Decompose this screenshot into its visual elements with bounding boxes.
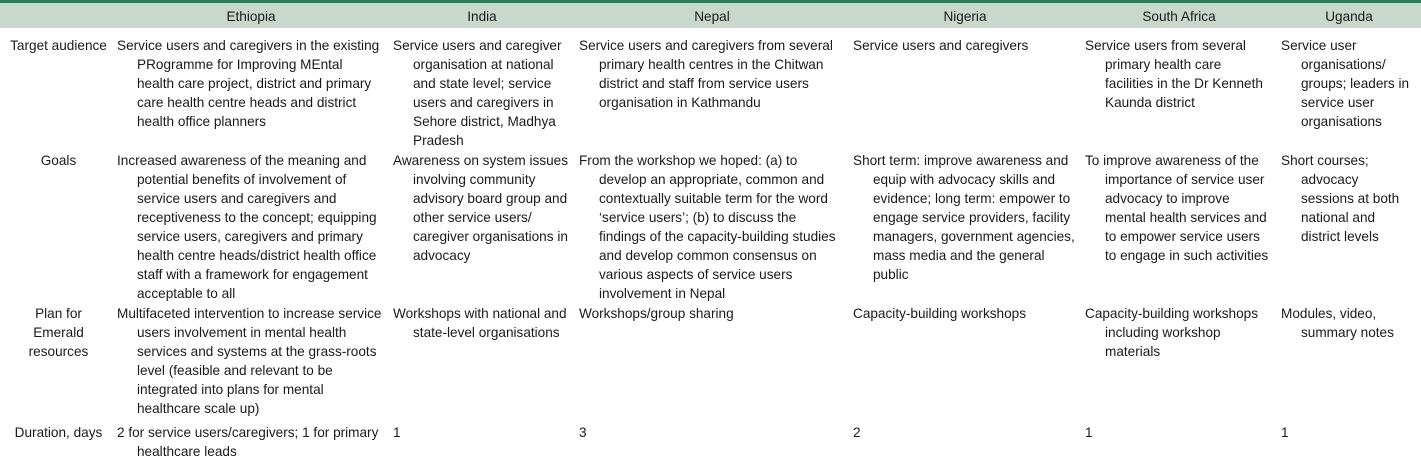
header-uganda: Uganda [1325,8,1373,24]
table-cell [1277,304,1421,419]
cell-text: 2 [853,425,861,440]
table-row [0,151,1421,304]
cell-text: Awareness on system issues involving community advisory board group and other service users/ caregiver organisations in advocacy [393,153,569,263]
row-label-text: Target audience [10,38,107,53]
cell-text: From the workshop we hoped: (a) to develop an appropriate, common and contextually suitable term for the word ‘service users’; (b) to discuss the findings of the capacity-building studies and develop common consensus on various aspects of service users involvement in Nepal [579,153,836,301]
cell-text: 2 for service users/caregivers; 1 for primary healthcare leads [117,425,379,459]
cell-text: Short term: improve awareness and equip with advocacy skills and evidence; long term: empower to engage service providers, facility managers, government agencies, mass media and the general public [853,153,1075,282]
table-cell [1277,28,1421,151]
cell-text: Service users and caregivers from several primary health centres in the Chitwan district and staff from service users organisation in Kathmandu [579,38,833,110]
header-empty [0,3,113,28]
cell-text: To improve awareness of the importance of service user advocacy to improve mental health services and to empower service users to engage in such activities [1085,153,1269,263]
cell-text: Service users from several primary health care facilities in the Dr Kenneth Kaunda district [1085,38,1263,110]
table-cell [1081,151,1277,304]
table-cell [849,28,1081,151]
table-row [0,28,1421,151]
header-ethiopia: Ethiopia [226,8,276,24]
cell-text: Service users and caregivers [853,38,1029,53]
row-label-text: Duration, days [14,425,103,440]
table-cell [113,28,389,151]
table-cell [849,151,1081,304]
table-cell [849,304,1081,419]
cell-text: Capacity-building workshops [853,306,1027,321]
row-label-text: Plan for Emerald resources [28,306,89,359]
cell-text: 1 [1085,425,1093,440]
table-cell [575,28,849,151]
cell-text: Service users and caregiver organisation at national and state level; service users and caregivers in Sehore district, Madhya Pradesh [393,38,562,148]
table-cell [389,28,575,151]
header-south-africa: South Africa [1142,8,1216,24]
cell-text: Workshops/group sharing [579,306,734,321]
header-india: India [467,8,497,24]
row-label-text: Goals [40,153,77,168]
cell-text: Short courses; advocacy sessions at both national and district levels [1281,153,1400,244]
cell-text: Modules, video, summary notes [1281,306,1394,340]
table-cell [1081,304,1277,419]
cell-text: 3 [579,425,587,440]
table-cell [1081,419,1277,462]
cell-text: 1 [1281,425,1289,440]
row-label-target-audience [0,28,113,151]
cell-text: Increased awareness of the meaning and potential benefits of involvement of service users and caregivers and receptiveness to the concept; equipping service users, caregivers and primary health centre heads/district health office staff with a framework for engagement acceptable to all [117,153,377,301]
row-label-duration-days [0,419,113,462]
header-row [0,3,1421,28]
table-header [0,3,1421,28]
table-cell [849,419,1081,462]
table-cell [575,304,849,419]
cell-text: Service users and caregivers in the existing PRogramme for Improving MEntal health care project, district and primary care health centre heads and district health office planners [117,38,380,129]
header-nepal: Nepal [694,8,730,24]
row-label-goals [0,151,113,304]
table-cell [113,304,389,419]
header-nigeria: Nigeria [943,8,987,24]
table-row [0,419,1421,462]
table-body [0,28,1421,462]
table-row [0,304,1421,419]
table-cell [1081,28,1277,151]
row-label-plan-for-emerald-resources [0,304,113,419]
table-cell [1277,151,1421,304]
table-cell [389,304,575,419]
table-cell [113,419,389,462]
table-cell [389,419,575,462]
cell-text: Multifaceted intervention to increase service users involvement in mental health services and systems at the grass-roots level (feasible and relevant to be integrated into plans for mental healthcare scale up) [117,306,382,416]
comparison-table [0,3,1421,462]
cell-text: 1 [393,425,401,440]
table-cell [575,151,849,304]
cell-text: Capacity-building workshops including workshop materials [1085,306,1259,359]
cell-text: Workshops with national and state-level organisations [393,306,567,340]
table-cell [113,151,389,304]
cell-text: Service user organisations/ groups; leaders in service user organisations [1281,38,1410,129]
table-cell [1277,419,1421,462]
table-cell [389,151,575,304]
table-cell [575,419,849,462]
